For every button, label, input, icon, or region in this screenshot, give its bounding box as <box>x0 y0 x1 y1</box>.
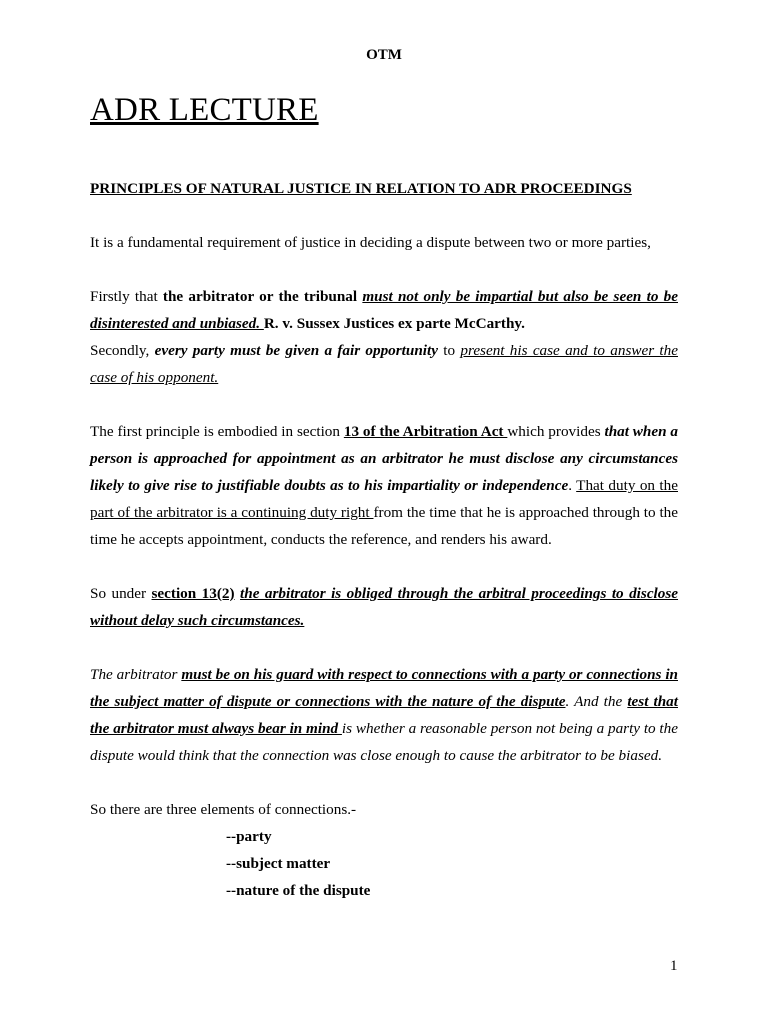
underlined-text: That duty on the part of the arbitrator is a continuing duty right <box>90 477 678 521</box>
section-13-paragraph <box>90 418 678 553</box>
document-body <box>90 175 678 904</box>
list-item: --party <box>226 828 272 845</box>
text-run: So under <box>90 585 152 602</box>
intro-paragraph: It is a fundamental requirement of justice in deciding a dispute between two or more parties, <box>90 234 651 251</box>
section-heading: PRINCIPLES OF NATURAL JUSTICE IN RELATION TO ADR PROCEEDINGS <box>90 180 632 197</box>
emphasis-text: every party must be given a fair opportunity <box>154 342 438 359</box>
page-header: OTM <box>366 47 402 63</box>
text-run: . And the <box>565 693 628 710</box>
text-run: The arbitrator <box>90 666 182 683</box>
text-run: Firstly that <box>90 288 163 305</box>
statute-reference: section 13(2) <box>151 585 235 602</box>
section-13-2-paragraph <box>90 580 678 634</box>
bold-text: the arbitrator or the tribunal <box>162 288 358 305</box>
arbitrator-guard-paragraph <box>90 661 678 769</box>
text-run: is whether a reasonable person not being a party to the dispute would think that the connection was close enough to cause the arbitrator to be biased. <box>90 720 678 764</box>
text-run: . <box>568 477 577 494</box>
text-run: to <box>437 342 461 359</box>
emphasis-text: must not only be impartial but also be seen to be disinterested and unbiased. <box>90 288 678 332</box>
text-run: from the time that he is approached through to the time he accepts appointment, conducts the reference, and renders his award. <box>90 504 678 548</box>
emphasis-text: that when a person is approached for appointment as an arbitrator he must disclose any circumstances likely to give rise to justifiable doubts as to his impartiality or independence <box>90 423 678 494</box>
list-item: --nature of the dispute <box>226 882 371 899</box>
underlined-italic-text: present his case and to answer the case of his opponent. <box>90 342 678 386</box>
second-principle-paragraph <box>90 337 678 391</box>
first-principle-paragraph <box>90 283 678 337</box>
statute-reference: 13 of the Arbitration Act <box>343 423 508 440</box>
elements-intro: So there are three elements of connections.- <box>90 801 357 818</box>
emphasis-text: test that the arbitrator must always bear in mind <box>90 693 678 737</box>
emphasis-text: the arbitrator is obliged through the arbitral proceedings to disclose without delay such circumstances. <box>90 585 679 629</box>
text-run: which provides <box>507 423 605 440</box>
list-item: --subject matter <box>226 855 331 872</box>
text-run: Secondly, <box>90 342 155 359</box>
emphasis-text: must be on his guard with respect to connections with a party or connections in the subject matter of dispute or connections with the nature of the dispute <box>90 666 678 710</box>
page-number: 1 <box>670 958 678 974</box>
case-citation: R. v. Sussex Justices ex parte McCarthy. <box>263 315 525 332</box>
document-title: ADR LECTURE <box>90 92 319 128</box>
elements-list <box>226 823 678 904</box>
text-run: The first principle is embodied in section <box>90 423 344 440</box>
